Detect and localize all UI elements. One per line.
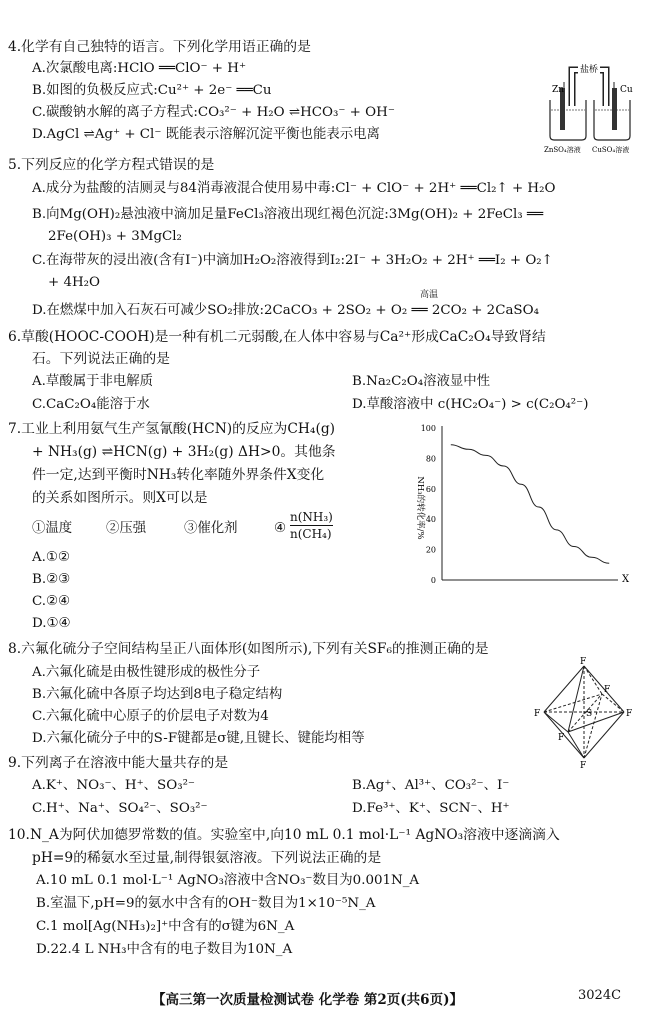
q6-option-d: D.草酸溶液中 c(HC₂O₄⁻) > c(C₂O₄²⁻)	[352, 397, 589, 412]
q5-option-c-line1: C.在海带灰的浸出液(含有I⁻)中滴加H₂O₂溶液得到I₂:2I⁻ + 3H₂O₂ + 2H⁺ ══I₂ + O₂↑	[32, 253, 553, 268]
q6-option-c: C.CaC₂O₄能溶于水	[32, 397, 150, 412]
q7-stem-line3: 件一定,达到平衡时NH₃转化率随外界条件X变化	[32, 467, 325, 483]
q8-stem: 8.六氟化硫分子空间结构呈正八面体形(如图所示),下列有关SF₆的推测正确的是	[8, 641, 489, 657]
q7-fraction-denominator: n(CH₄)	[290, 527, 332, 541]
q7-choice-2: ②压强	[106, 521, 147, 536]
q4-stem: 4.化学有自己独特的语言。下列化学用语正确的是	[8, 39, 311, 55]
s-atom-center: S	[586, 709, 593, 719]
q7-option-c: C.②④	[32, 594, 71, 609]
cu-label: Cu	[620, 85, 633, 95]
q4-option-c: C.碳酸钠水解的离子方程式:CO₃²⁻ + H₂O ⇌HCO₃⁻ + OH⁻	[32, 105, 395, 120]
sf6-octahedron-figure	[528, 654, 638, 770]
q8-option-c: C.六氟化硫中心原子的价层电子对数为4	[32, 709, 269, 724]
q6-option-a: A.草酸属于非电解质	[32, 374, 154, 389]
galvanic-cell-figure	[540, 62, 640, 154]
q7-fraction-numerator: n(NH₃)	[290, 510, 333, 524]
chart-y-tick-label: 60	[425, 484, 436, 494]
q10-option-b: B.室温下,pH=9的氨水中含有的OH⁻数目为1×10⁻⁵N_A	[36, 896, 376, 911]
chart-y-tick-label: 20	[425, 545, 436, 555]
q6-stem-line1: 6.草酸(HOOC-COOH)是一种有机二元弱酸,在人体中容易与Ca²⁺形成CaC₂O₄导致肾结	[8, 329, 546, 345]
f-atom-top: F	[580, 657, 587, 667]
salt-bridge-label: 盐桥	[579, 65, 599, 75]
q7-choice-4: ④	[274, 521, 287, 536]
f-atom-right: F	[626, 709, 633, 719]
q10-stem-line2: pH=9的稀氨水至过量,制得银氨溶液。下列说法正确的是	[32, 850, 382, 866]
q6-option-b: B.Na₂C₂O₄溶液显中性	[352, 374, 491, 389]
q7-option-a: A.①②	[32, 550, 70, 565]
q5-stem: 5.下列反应的化学方程式错误的是	[8, 157, 215, 173]
q5-option-d: D.在燃煤中加入石灰石可减少SO₂排放:2CaCO₃ + 2SO₂ + O₂ ══ 2CO₂ + 2CaSO₄	[32, 303, 539, 318]
chart-y-tick-label: 40	[425, 515, 436, 525]
q10-stem-line1: 10.N_A为阿伏加德罗常数的值。实验室中,向10 mL 0.1 mol·L⁻¹ AgNO₃溶液中逐滴滴入	[8, 827, 560, 843]
paper-code: 3024C	[578, 988, 622, 1003]
cu-electrode	[612, 88, 617, 130]
q7-option-d: D.①④	[32, 616, 71, 631]
q8-option-b: B.六氟化硫中各原子均达到8电子稳定结构	[32, 687, 283, 702]
q4-option-a: A.次氯酸电离:HClO ══ClO⁻ + H⁺	[32, 61, 247, 76]
q7-stem-line2: + NH₃(g) ⇌HCN(g) + 3H₂(g) ΔH>0。其他条	[32, 444, 336, 460]
chart-y-tick-label: 80	[425, 454, 436, 464]
q7-choice-1: ①温度	[32, 521, 73, 536]
f-atom-bottom: F	[580, 761, 587, 770]
q5-option-c-line2: + 4H₂O	[48, 275, 101, 290]
chart-series-line	[451, 445, 609, 564]
q9-option-b: B.Ag⁺、Al³⁺、CO₃²⁻、I⁻	[352, 778, 510, 793]
chart-y-tick-label: 100	[420, 424, 436, 433]
q6-stem-line2: 石。下列说法正确的是	[32, 351, 170, 367]
q8-option-d: D.六氟化硫分子中的S-F键都是σ键,且键长、键能均相等	[32, 731, 365, 746]
q10-option-a: A.10 mL 0.1 mol·L⁻¹ AgNO₃溶液中含NO₃⁻数目为0.001N_A	[36, 873, 420, 888]
q9-option-d: D.Fe³⁺、K⁺、SCN⁻、H⁺	[352, 801, 510, 816]
cuso4-label: CuSO₄溶液	[592, 146, 630, 154]
q4-option-b: B.如图的负极反应式:Cu²⁺ + 2e⁻ ══Cu	[32, 83, 272, 98]
zn-label: Zn	[552, 85, 565, 95]
f-atom-front: F	[558, 733, 565, 743]
q7-stem-line1: 7.工业上利用氨气生产氢氰酸(HCN)的反应为CH₄(g)	[8, 421, 336, 437]
q9-option-c: C.H⁺、Na⁺、SO₄²⁻、SO₃²⁻	[32, 801, 208, 816]
chart-y-axis-label: NH₃的转化率/%	[415, 476, 425, 540]
q5-option-b-line1: B.向Mg(OH)₂悬浊液中滴加足量FeCl₃溶液出现红褐色沉淀:3Mg(OH)₂ + 2FeCl₃ ══	[32, 207, 544, 222]
q9-option-a: A.K⁺、NO₃⁻、H⁺、SO₃²⁻	[32, 778, 196, 793]
chart-y-tick-label: 0	[430, 576, 436, 585]
f-atom-back: F	[604, 685, 611, 695]
q7-choice-3: ③催化剂	[184, 521, 238, 536]
q8-option-a: A.六氟化硫是由极性键形成的极性分子	[32, 665, 261, 680]
page-footer: 【高三第一次质量检测试卷 化学卷 第2页(共6页)】	[152, 992, 463, 1008]
q9-stem: 9.下列离子在溶液中能大量共存的是	[8, 755, 229, 771]
conversion-chart	[392, 420, 642, 592]
chart-x-axis-label: X	[622, 574, 630, 585]
q10-option-d: D.22.4 L NH₃中含有的电子数目为10N_A	[36, 942, 293, 957]
znso4-label: ZnSO₄溶液	[544, 146, 581, 154]
q7-stem-line4: 的关系如图所示。则X可以是	[32, 490, 208, 506]
q5-condition-label: 高温	[420, 290, 439, 300]
q7-option-b: B.②③	[32, 572, 71, 587]
q4-option-d: D.AgCl ⇌Ag⁺ + Cl⁻ 既能表示溶解沉淀平衡也能表示电离	[32, 127, 380, 142]
q10-option-c: C.1 mol[Ag(NH₃)₂]⁺中含有的σ键为6N_A	[36, 919, 295, 934]
q5-option-a: A.成分为盐酸的洁厕灵与84消毒液混合使用易中毒:Cl⁻ + ClO⁻ + 2H⁺ ══Cl₂↑ + H₂O	[32, 181, 556, 196]
q5-option-b-line2: 2Fe(OH)₃ + 3MgCl₂	[48, 229, 182, 244]
f-atom-left: F	[534, 709, 541, 719]
